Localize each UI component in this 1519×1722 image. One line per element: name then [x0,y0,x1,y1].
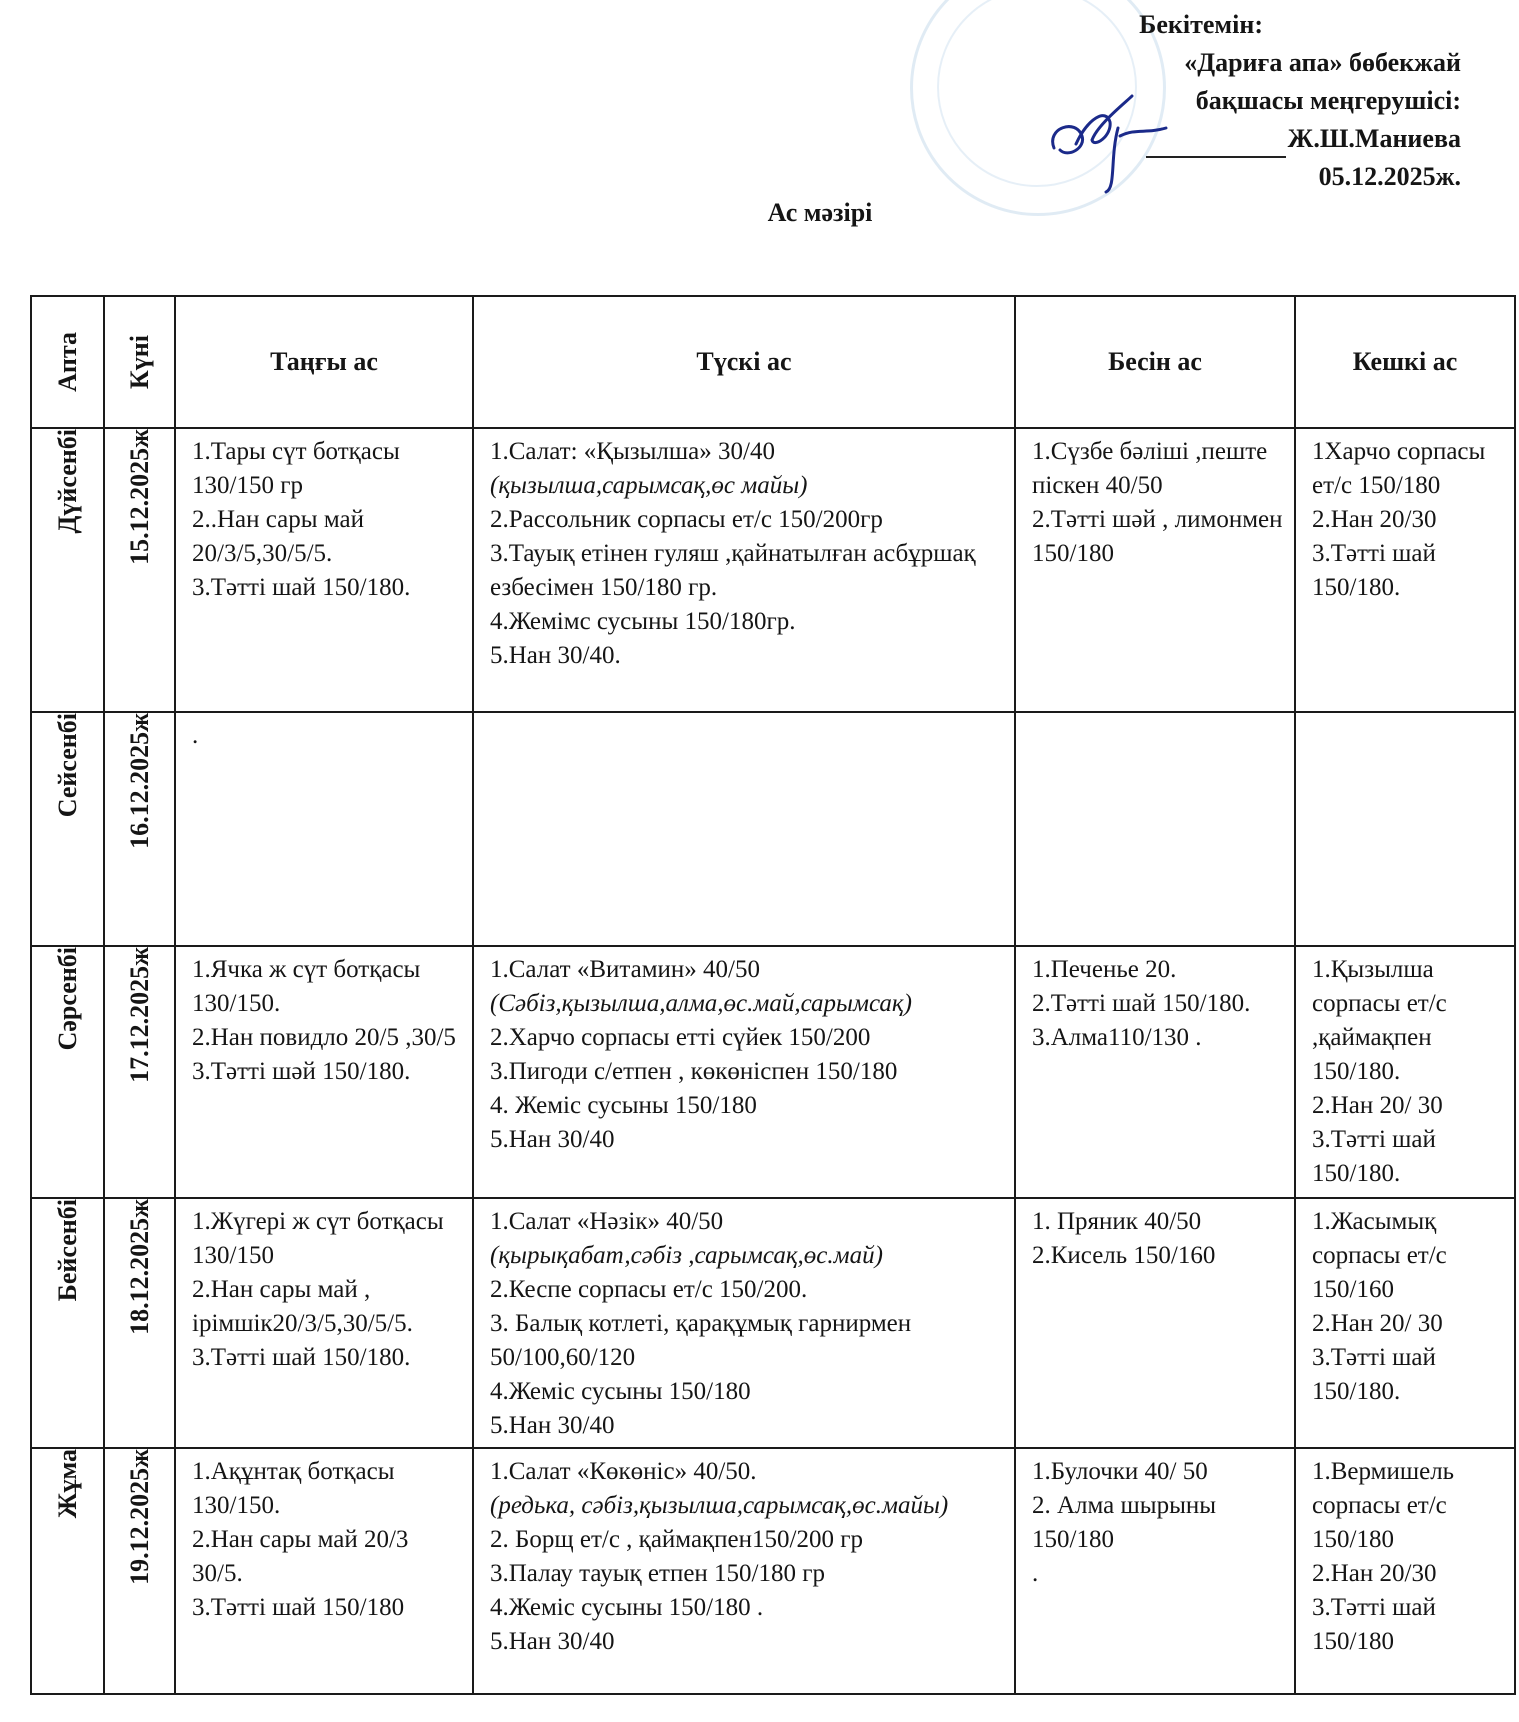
menu-item: 2.Нан повидло 20/5 ,30/5 [192,1024,456,1051]
date-cell: 17.12.2025ж [104,946,175,1198]
breakfast-cell [175,1198,473,1448]
header-dinner: Кешкі ас [1295,296,1515,428]
menu-item: 1.Қызылша сорпасы ет/с ,қаймақпен 150/180. [1312,956,1447,1085]
snack-cell [1015,1448,1295,1694]
header-day: Күні [104,296,175,428]
dinner-cell [1295,1198,1515,1448]
menu-item: 1. Пряник 40/50 [1032,1208,1202,1235]
header-lunch: Түскі ас [473,296,1015,428]
menu-item: 1.Салат: «Қызылша» 30/40 [490,438,775,465]
menu-item: 5.Нан 30/40 [490,1126,615,1153]
header-snack: Бесін ас [1015,296,1295,428]
menu-item: 1.Салат «Көкөніс» 40/50. [490,1458,757,1485]
head-position: бақшасы меңгерушісі: [1195,86,1461,115]
breakfast-cell [175,1448,473,1694]
menu-item: . [192,722,199,749]
menu-item: 2.Нан 20/30 [1312,506,1437,533]
date-cell: 18.12.2025ж [104,1198,175,1448]
menu-item: 2.Нан 20/ 30 [1312,1092,1443,1119]
menu-item: 1.Жүгері ж сүт ботқасы 130/150 [192,1208,444,1269]
dinner-cell [1295,946,1515,1198]
date-cell: 16.12.2025ж [104,712,175,946]
menu-item: 4.Жеміс сусыны 150/180 [490,1378,751,1405]
approval-heading: Бекітемін: [1139,10,1263,39]
table-header-row [31,296,1515,428]
menu-item: 4.Жеміс сусыны 150/180 . [490,1594,764,1621]
lunch-cell [473,1198,1015,1448]
menu-item: 1.Ақұнтақ ботқасы 130/150. [192,1458,395,1519]
table-row [31,712,1515,946]
lunch-cell [473,712,1015,946]
menu-item: 2. Борщ ет/с , қаймақпен150/200 гр [490,1526,863,1553]
weekday-cell: Дүйсенбі [31,428,104,712]
weekday-cell: Сәрсенбі [31,946,104,1198]
snack-cell [1015,712,1295,946]
snack-cell [1015,946,1295,1198]
menu-item: 3.Тәтті шай 150/180. [1312,1126,1436,1187]
menu-item: 1.Тары сүт ботқасы 130/150 гр [192,438,400,499]
menu-item: 1.Салат «Витамин» 40/50 [490,956,760,983]
lunch-cell [473,1448,1015,1694]
menu-item: (қырықабат,сәбіз ,сарымсақ,өс.май) [490,1242,883,1269]
header-week: Апта [31,296,104,428]
menu-item: 2.Нан сары май 20/3 30/5. [192,1526,409,1587]
date-cell: 19.12.2025ж [104,1448,175,1694]
signature-blank [1146,130,1286,158]
kindergarten-name: «Дариға апа» бөбекжай [1184,48,1461,77]
head-name: Ж.Ш.Маниева [1287,124,1461,153]
weekday-cell: Жұма [31,1448,104,1694]
menu-item: 3.Пигоди с/етпен , көкөніспен 150/180 [490,1058,898,1085]
menu-item: 1.Сүзбе бәліші ,пеште піскен 40/50 [1032,438,1268,499]
breakfast-cell [175,946,473,1198]
approval-block [1139,6,1461,196]
approval-date: 05.12.2025ж. [1318,162,1461,191]
snack-cell [1015,428,1295,712]
menu-item: 2.Кисель 150/160 [1032,1242,1216,1269]
dinner-cell [1295,712,1515,946]
menu-item: 5.Нан 30/40. [490,642,621,669]
menu-item: 1Харчо сорпасы ет/с 150/180 [1312,438,1486,499]
menu-item: 3.Тәтті шай 150/180 [192,1594,405,1621]
menu-item: (редька, сәбіз,қызылша,сарымсақ,өс.майы) [490,1492,949,1519]
menu-item: 1.Вермишель сорпасы ет/с 150/180 [1312,1458,1455,1553]
lunch-cell [473,946,1015,1198]
menu-item: 2..Нан сары май 20/3/5,30/5/5. [192,506,364,567]
dinner-cell [1295,428,1515,712]
menu-item: 5.Нан 30/40 [490,1412,615,1439]
menu-item: 3.Тәтті шай 150/180. [1312,1344,1436,1405]
snack-cell [1015,1198,1295,1448]
menu-item: 3.Тәтті шәй 150/180. [192,1058,411,1085]
menu-item: 2.Тәтті шәй , лимонмен 150/180 [1032,506,1283,567]
weekday-cell: Сейсенбі [31,712,104,946]
page-title: Ас мәзірі [767,198,873,227]
menu-item: 3.Тәтті шай 150/180. [192,1344,411,1371]
menu-item: 2.Тәтті шай 150/180. [1032,990,1251,1017]
menu-item: 2.Нан 20/30 [1312,1560,1437,1587]
menu-item: 2. Алма шырыны 150/180 [1032,1492,1217,1553]
menu-item: 3.Тәтті шай 150/180. [192,574,411,601]
menu-item: 1.Булочки 40/ 50 [1032,1458,1208,1485]
menu-table [30,295,1516,1695]
menu-item: 4.Жемімс сусыны 150/180гр. [490,608,796,635]
menu-item: 3.Тәтті шай 150/180 [1312,1594,1436,1655]
breakfast-cell [175,428,473,712]
table-row [31,428,1515,712]
menu-item: 2.Кеспе сорпасы ет/с 150/200. [490,1276,808,1303]
signature-line [1139,120,1461,158]
menu-item: 2.Нан 20/ 30 [1312,1310,1443,1337]
table-row [31,1448,1515,1694]
menu-item: 5.Нан 30/40 [490,1628,615,1655]
menu-item: 3.Алма110/130 . [1032,1024,1202,1051]
menu-item: 3.Палау тауық етпен 150/180 гр [490,1560,825,1587]
date-cell: 15.12.2025ж [104,428,175,712]
breakfast-cell [175,712,473,946]
menu-item: 1.Жасымық сорпасы ет/с 150/160 [1312,1208,1447,1303]
menu-item: (қызылша,сарымсақ,өс майы) [490,472,808,499]
menu-item: 1.Печенье 20. [1032,956,1177,983]
dinner-cell [1295,1448,1515,1694]
menu-item: . [1032,1560,1039,1587]
lunch-cell [473,428,1015,712]
weekday-cell: Бейсенбі [31,1198,104,1448]
menu-item: 1.Ячка ж сүт ботқасы 130/150. [192,956,421,1017]
menu-item: 3. Балық котлеті, қарақұмық гарнирмен 50/100,60/120 [490,1310,912,1371]
menu-item: 2.Рассольник сорпасы ет/с 150/200гр [490,506,883,533]
header-breakfast: Таңғы ас [175,296,473,428]
table-row [31,1198,1515,1448]
table-row [31,946,1515,1198]
menu-item: 2.Харчо сорпасы етті сүйек 150/200 [490,1024,871,1051]
menu-item: 1.Салат «Нәзік» 40/50 [490,1208,724,1235]
menu-item: 2.Нан сары май , ірімшік20/3/5,30/5/5. [192,1276,413,1337]
menu-item: 3.Тауық етінен гуляш ,қайнатылған асбұршақ езбесімен 150/180 гр. [490,540,976,601]
menu-item: 4. Жеміс сусыны 150/180 [490,1092,757,1119]
menu-item: 3.Тәтті шай 150/180. [1312,540,1436,601]
menu-item: (Сәбіз,қызылша,алма,өс.май,сарымсақ) [490,990,912,1017]
